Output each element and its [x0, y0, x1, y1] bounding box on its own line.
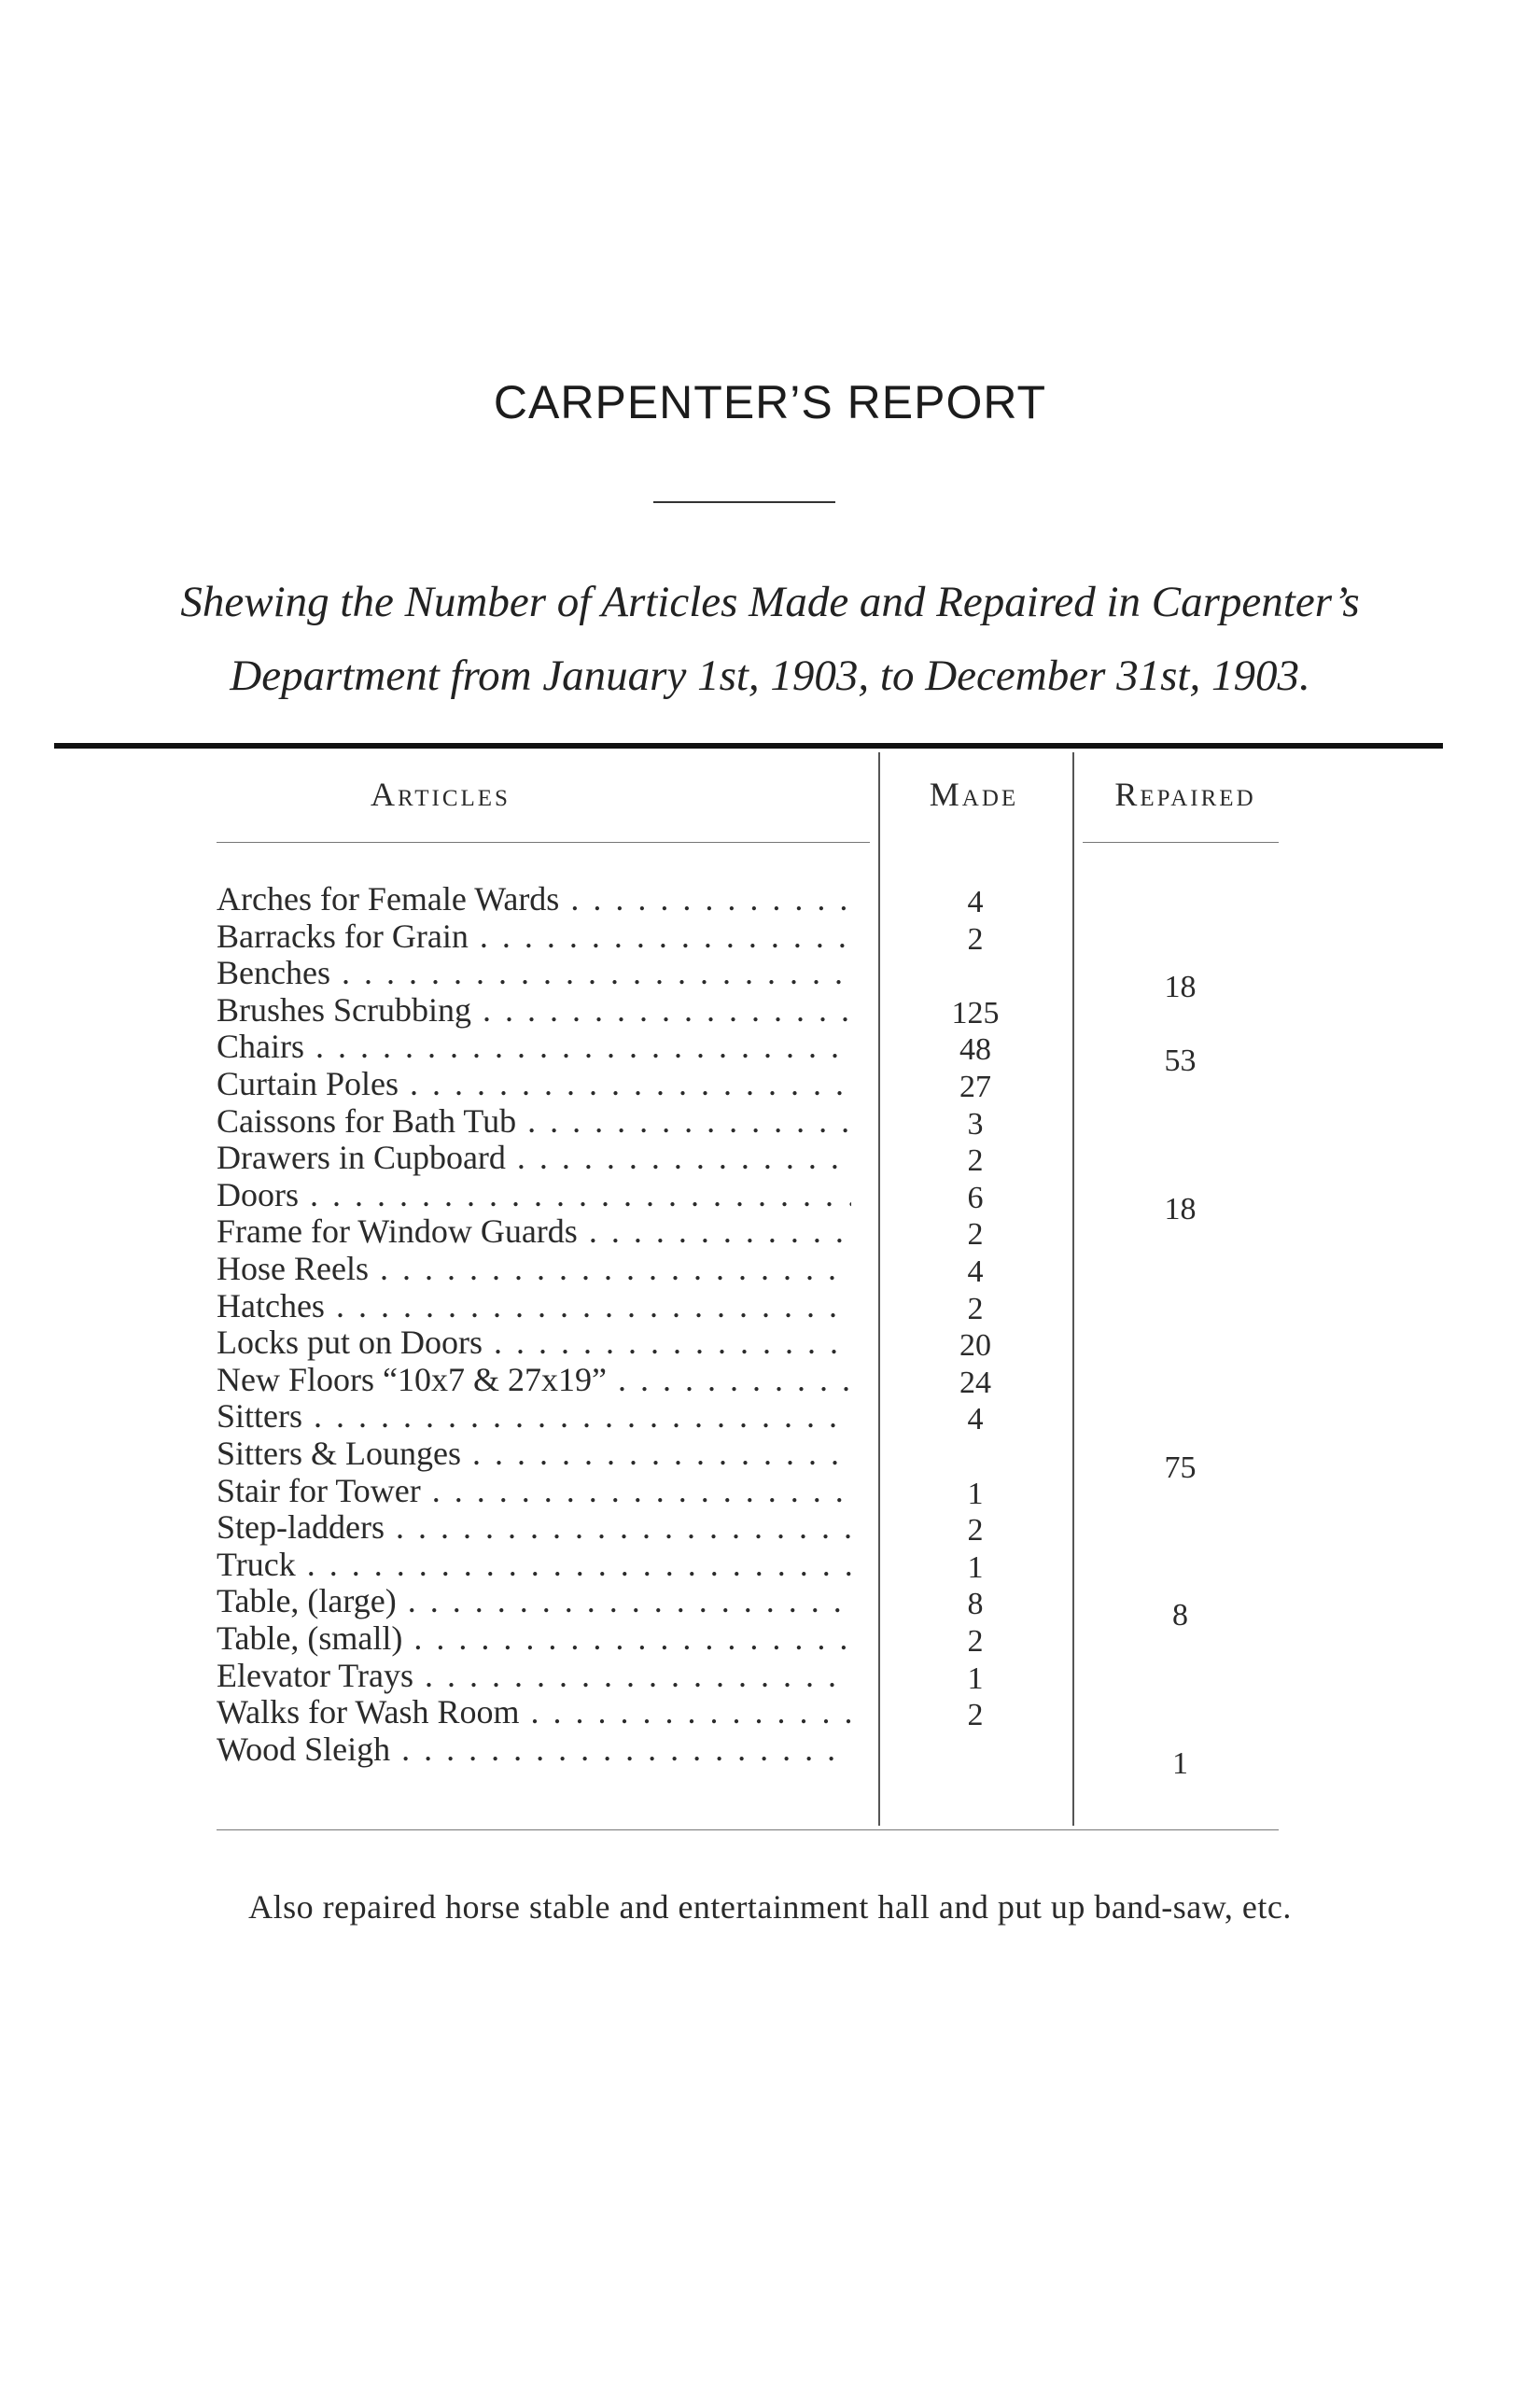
- table-row: [0, 1101, 1540, 1142]
- subtitle-line-2: Department from January 1st, 1903, to December 31st, 1903.: [230, 652, 1310, 700]
- made-count: 2: [967, 1291, 984, 1326]
- table-row: [0, 879, 1540, 919]
- made-count: 20: [959, 1328, 991, 1364]
- made-count: 1: [967, 1549, 984, 1585]
- table-row: [0, 1545, 1540, 1585]
- table-row: [0, 1323, 1540, 1364]
- article-name: Arches for Female Wards . . .: [217, 879, 851, 918]
- article-name: Sitters . . .: [217, 1396, 851, 1436]
- repaired-count: 8: [1172, 1598, 1188, 1633]
- table-row: [0, 1692, 1540, 1733]
- article-name: Locks put on Doors . . .: [217, 1323, 851, 1362]
- repaired-count: 18: [1164, 1191, 1197, 1226]
- article-name: Stair for Tower . . .: [217, 1471, 851, 1510]
- table-row: [0, 1471, 1540, 1511]
- article-name: Table, (large) . . .: [217, 1581, 851, 1620]
- table-row: [0, 1138, 1540, 1179]
- table-row: [0, 1027, 1540, 1079]
- made-count: 2: [967, 1513, 984, 1548]
- article-name: Drawers in Cupboard . . .: [217, 1138, 851, 1177]
- made-count: 2: [967, 1624, 984, 1659]
- table-row: [0, 917, 1540, 957]
- made-count: 3: [967, 1106, 984, 1142]
- article-name: Caissons for Bath Tub . . .: [217, 1101, 851, 1141]
- made-count: 6: [967, 1180, 984, 1215]
- article-name: Curtain Poles . . .: [217, 1064, 851, 1103]
- report-title: CARPENTER’S REPORT: [493, 376, 1047, 428]
- article-name: Brushes Scrubbing . . .: [217, 990, 851, 1030]
- article-name: Hose Reels . . .: [217, 1249, 851, 1288]
- article-name: Chairs . . .: [217, 1027, 851, 1066]
- header-repaired: Repaired: [1114, 776, 1256, 813]
- made-count: 4: [967, 885, 984, 919]
- made-count: 2: [967, 1698, 984, 1733]
- made-count: 1: [967, 1660, 984, 1696]
- table-row: [0, 990, 1540, 1030]
- article-name: New Floors “10x7 & 27x19” . . .: [217, 1360, 851, 1399]
- subtitle-line-1: Shewing the Number of Articles Made and Repaired in Carpenter’s: [180, 578, 1360, 626]
- repaired-count: 75: [1164, 1450, 1197, 1485]
- repaired-count: 1: [1172, 1745, 1188, 1781]
- header-articles: Articles: [371, 776, 511, 813]
- made-count: 2: [967, 1217, 984, 1253]
- made-count: 24: [959, 1365, 991, 1400]
- made-count: 8: [967, 1587, 984, 1622]
- table-bottom-rule: [217, 1829, 1279, 1830]
- table-row: [0, 953, 1540, 1005]
- table-row: [0, 1656, 1540, 1696]
- article-name: Wood Sleigh . . .: [217, 1730, 851, 1769]
- made-count: 48: [959, 1032, 991, 1068]
- table-row: [0, 1396, 1540, 1437]
- repaired-count: 18: [1164, 970, 1197, 1005]
- made-count: 125: [951, 995, 1000, 1030]
- table-row: [0, 1249, 1540, 1289]
- footer-note: Also repaired horse stable and entertainment hall and put up band-saw, etc.: [248, 1888, 1292, 1926]
- made-count: 2: [967, 1143, 984, 1179]
- table-row: [0, 1507, 1540, 1548]
- article-name: Benches . . .: [217, 953, 851, 992]
- article-name: Hatches . . .: [217, 1286, 851, 1325]
- article-name: Step-ladders . . .: [217, 1507, 851, 1547]
- made-count: 4: [967, 1402, 984, 1437]
- article-name: Truck . . .: [217, 1545, 851, 1584]
- repaired-count: 53: [1164, 1044, 1197, 1079]
- table-row: [0, 1581, 1540, 1633]
- made-count: 1: [967, 1476, 984, 1511]
- table-row: [0, 1064, 1540, 1104]
- article-name: Sitters & Lounges . . .: [217, 1434, 851, 1473]
- header-underline-repaired: [1083, 842, 1279, 843]
- article-name: Table, (small) . . .: [217, 1618, 851, 1658]
- made-count: 4: [967, 1254, 984, 1289]
- article-name: Barracks for Grain . . .: [217, 917, 851, 956]
- table-row: [0, 1618, 1540, 1659]
- made-count: 27: [959, 1070, 991, 1104]
- table-row: [0, 1212, 1540, 1253]
- table-row: [0, 1360, 1540, 1400]
- article-name: Frame for Window Guards . . .: [217, 1212, 851, 1251]
- table-top-rule: [54, 743, 1443, 749]
- table-row: [0, 1434, 1540, 1485]
- header-made: Made: [929, 776, 1019, 813]
- article-name: Walks for Wash Room . . .: [217, 1692, 851, 1731]
- table-row: [0, 1286, 1540, 1326]
- article-name: Doors . . .: [217, 1175, 851, 1214]
- header-underline-articles: [217, 842, 870, 843]
- article-name: Elevator Trays . . .: [217, 1656, 851, 1695]
- title-rule: [653, 501, 835, 503]
- made-count: 2: [967, 921, 984, 957]
- table-row: [0, 1730, 1540, 1781]
- table-row: [0, 1175, 1540, 1226]
